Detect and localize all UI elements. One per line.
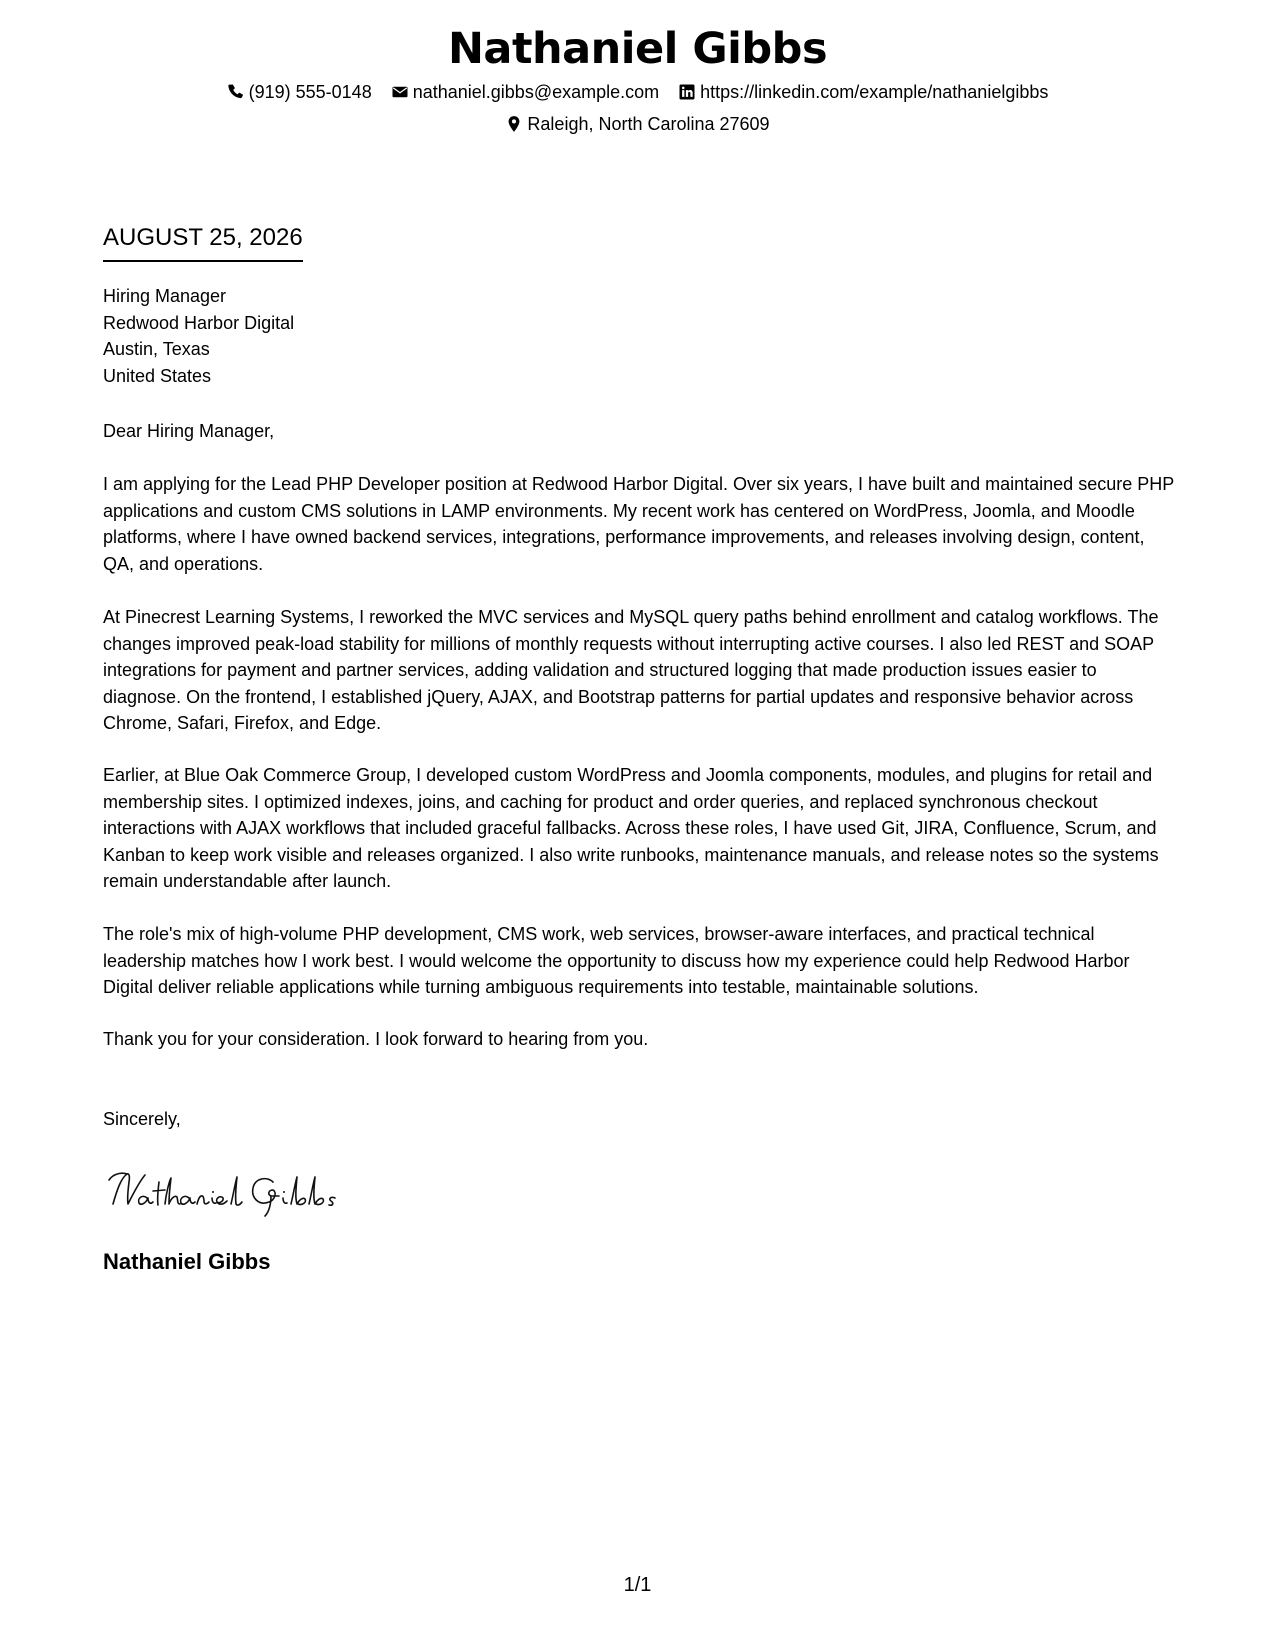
contact-phone — [227, 80, 372, 104]
recipient-line: Austin, Texas — [103, 339, 210, 359]
header-name: Nathaniel Gibbs — [447, 24, 828, 74]
closing: Sincerely, — [103, 1109, 181, 1129]
envelope-icon — [391, 83, 409, 101]
location-text: Raleigh, North Carolina 27609 — [527, 114, 770, 134]
signed-name: Nathaniel Gibbs — [103, 1249, 271, 1274]
letter-date: AUGUST 25, 2026 — [103, 222, 303, 262]
linkedin-link[interactable]: https://linkedin.com/example/nathanielgibbs — [700, 82, 1049, 102]
body-paragraph: The role's mix of high-volume PHP development, CMS work, web services, browser-aware interfaces, and practical technical leadership matches how I work best. I would welcome the opportunity to discuss how my experience could help Redwood Harbor Digital deliver reliable applications while turning ambiguous requirements into testable, maintainable solutions. — [103, 924, 1130, 997]
body-paragraph: I am applying for the Lead PHP Developer position at Redwood Harbor Digital. Over six years, I have built and maintained secure PHP applications and custom CMS solutions in LAMP environments. My recent work has centered on WordPress, Joomla, and Moodle platforms, where I have owned backend services, integrations, performance improvements, and releases involving design, content, QA, and operations. — [103, 474, 1174, 574]
recipient-line: Hiring Manager — [103, 286, 227, 306]
phone-icon — [227, 83, 245, 101]
linkedin-icon — [678, 83, 696, 101]
page-number: 1/1 — [623, 1574, 652, 1596]
body-paragraph: At Pinecrest Learning Systems, I reworked the MVC services and MySQL query paths behind enrollment and catalog workflows. The changes improved peak-load stability for millions of monthly requests without interrupting active courses. I also led REST and SOAP integrations for payment and partner services, adding validation and structured logging that made production issues easier to diagnose. On the frontend, I established jQuery, AJAX, and Bootstrap patterns for partial updates and responsive behavior across Chrome, Safari, Firefox, and Edge. — [103, 607, 1159, 733]
body-paragraph: Thank you for your consideration. I look forward to hearing from you. — [103, 1029, 649, 1049]
contact-line-secondary — [0, 112, 1275, 139]
signature-image — [103, 1160, 363, 1220]
body-paragraph: Earlier, at Blue Oak Commerce Group, I developed custom WordPress and Joomla components, modules, and plugins for retail and membership sites. I optimized indexes, joins, and caching for product and order queries, and replaced synchronous checkout interactions with AJAX workflows that included graceful fallbacks. Across these roles, I have used Git, JIRA, Confluence, Scrum, and Kanban to keep work visible and releases organized. I also write runbooks, maintenance manuals, and release notes so the systems remain understandable after launch. — [103, 765, 1159, 891]
contact-linkedin[interactable] — [678, 80, 1048, 104]
map-pin-icon — [505, 115, 523, 133]
contact-line-primary — [0, 80, 1275, 107]
contact-email[interactable] — [391, 80, 659, 104]
recipient-line: United States — [103, 365, 212, 386]
salutation: Dear Hiring Manager, — [103, 421, 275, 441]
recipient-block — [103, 283, 294, 389]
phone-text: (919) 555-0148 — [248, 82, 372, 102]
recipient-line: Redwood Harbor Digital — [103, 312, 295, 333]
email-link[interactable]: nathaniel.gibbs@example.com — [412, 82, 660, 102]
contact-location — [505, 112, 769, 136]
